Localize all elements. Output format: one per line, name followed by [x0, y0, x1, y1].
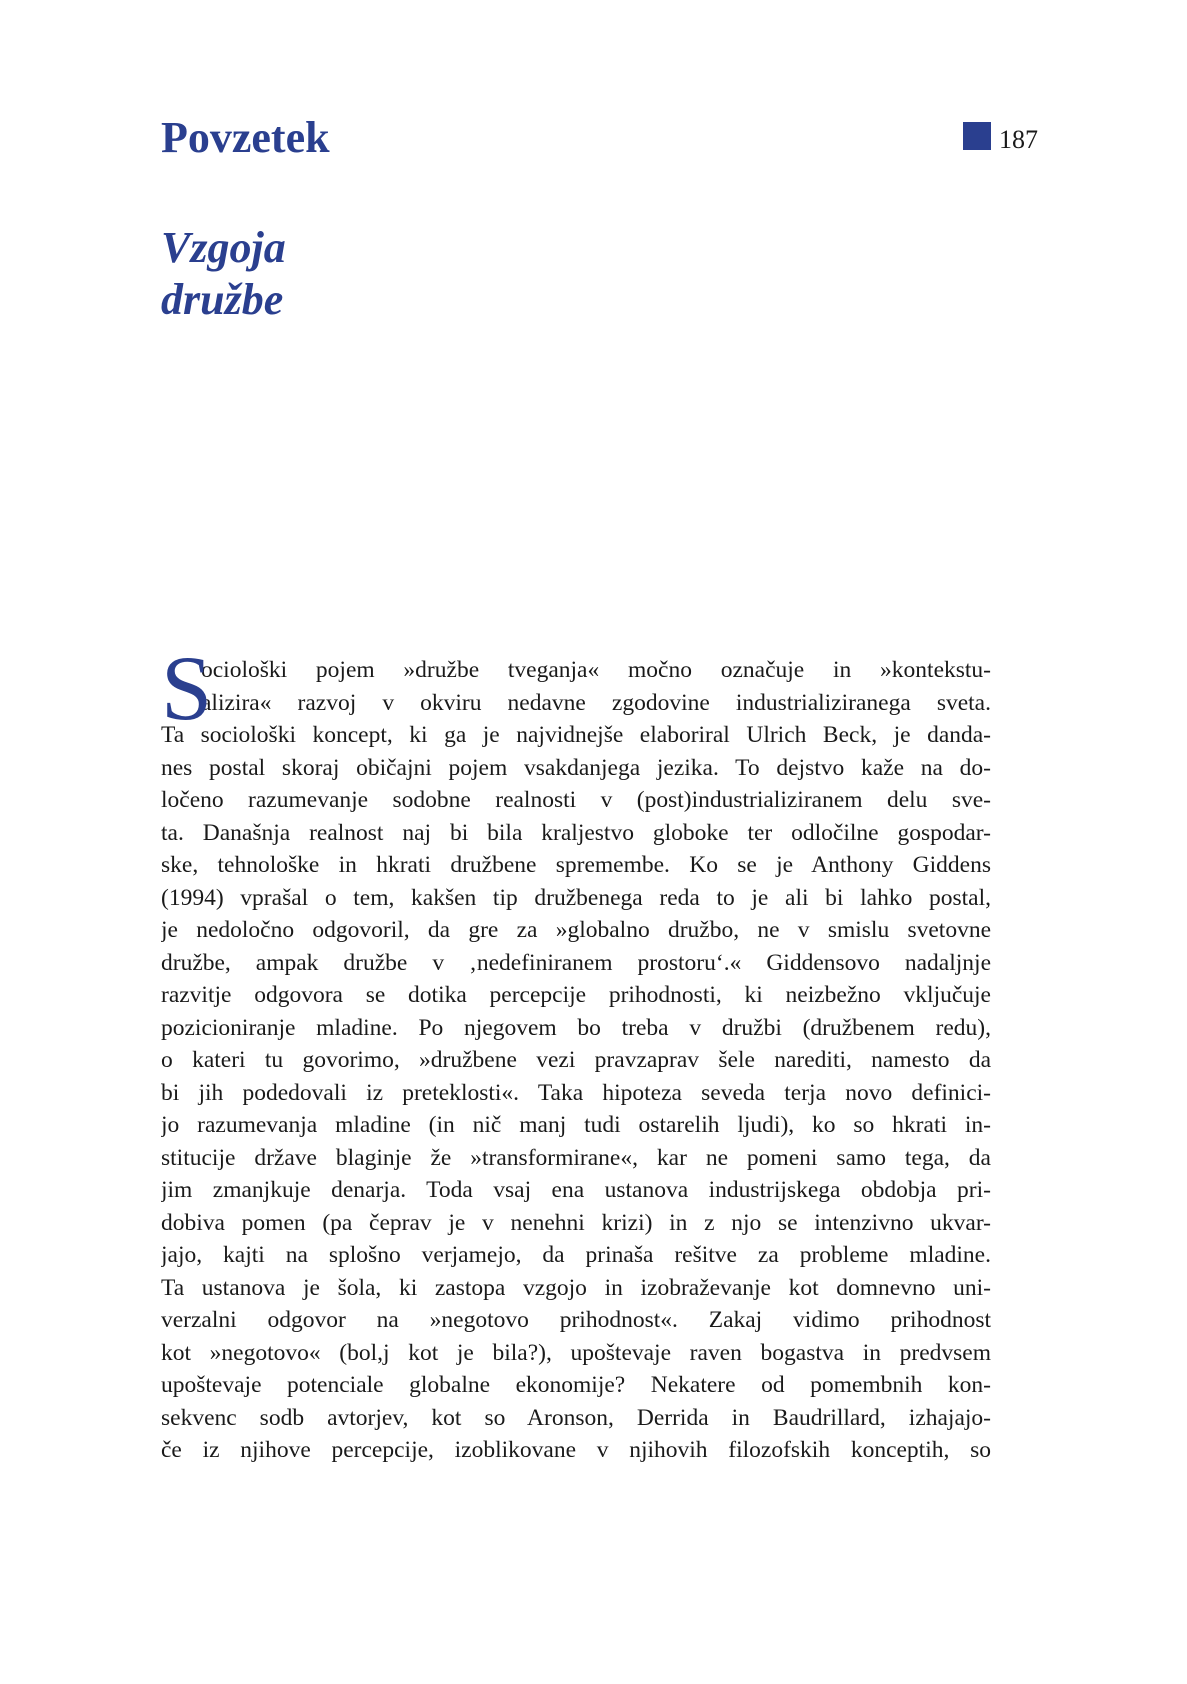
text-line: verzalni odgovor na »negotovo prihodnost«. Zakaj vidimo prihodnost	[161, 1307, 991, 1333]
text-line: bi jih podedovali iz preteklosti«. Taka hipoteza seveda terja novo definici-	[161, 1079, 991, 1106]
text-line: sekvenc sodb avtorjev, kot so Aronson, Derrida in Baudrillard, izhajajo-	[161, 1404, 991, 1431]
drop-cap: S	[161, 637, 213, 739]
text-line: je nedoločno odgovoril, da gre za »globalno družbo, ne v smislu svetovne	[161, 917, 991, 943]
text-line: o kateri tu govorimo, »družbene vezi pravzaprav šele narediti, namesto da	[161, 1047, 991, 1073]
text-line: jajo, kajti na splošno verjamejo, da prinaša rešitve za probleme mladine.	[161, 1242, 991, 1268]
text-line: Ta sociološki koncept, ki ga je najvidnejše elaboriral Ulrich Beck, je danda-	[161, 722, 991, 748]
chapter-subtitle	[161, 222, 481, 326]
text-line: razvitje odgovora se dotika percepcije prihodnosti, ki neizbežno vključuje	[161, 982, 991, 1008]
page-marker-square	[963, 122, 991, 150]
subtitle-line-1: Vzgoja	[161, 223, 286, 272]
section-heading: Povzetek	[161, 113, 330, 162]
text-line: družbe, ampak družbe v ‚nedefiniranem prostoru‘.« Giddensovo nadaljnje	[161, 949, 991, 976]
body-paragraph	[161, 637, 991, 1467]
text-line: nes postal skoraj običajni pojem vsakdanjega jezika. To dejstvo kaže na do-	[161, 754, 991, 781]
text-line: kot »negotovo« (bol,j kot je bila?), upoštevaje raven bogastva in predvsem	[161, 1339, 991, 1366]
subtitle-line-2: družbe	[161, 275, 284, 324]
text-line: ločeno razumevanje sodobne realnosti v (post)industrializiranem delu sve-	[161, 787, 991, 813]
text-line: pozicioniranje mladine. Po njegovem bo treba v družbi (družbenem redu),	[161, 1014, 991, 1041]
text-line: ske, tehnološke in hkrati družbene spremembe. Ko se je Anthony Giddens	[161, 852, 991, 878]
text-line: stitucije države blaginje že »transformirane«, kar ne pomeni samo tega, da	[161, 1144, 991, 1171]
page-number: 187	[999, 125, 1038, 154]
text-line: če iz njihove percepcije, izoblikovane v njihovih filozofskih konceptih, so	[161, 1437, 991, 1463]
text-line: Ta ustanova je šola, ki zastopa vzgojo in izobraževanje kot domnevno uni-	[161, 1274, 991, 1301]
text-line: alizira« razvoj v okviru nedavne zgodovine industrializiranega sveta.	[201, 689, 991, 716]
text-line: upoštevaje potenciale globalne ekonomije? Nekatere od pomembnih kon-	[161, 1372, 991, 1398]
text-line: ociološki pojem »družbe tveganja« močno označuje in »kontekstu-	[201, 657, 991, 683]
text-line: jim zmanjkuje denarja. Toda vsaj ena ustanova industrijskega obdobja pri-	[161, 1177, 991, 1203]
text-line: (1994) vprašal o tem, kakšen tip družbenega reda to je ali bi lahko postal,	[161, 884, 991, 911]
text-line: jo razumevanja mladine (in nič manj tudi ostarelih ljudi), ko so hkrati in-	[161, 1112, 991, 1138]
text-line: dobiva pomen (pa čeprav je v nenehni krizi) in z njo se intenzivno ukvar-	[161, 1209, 991, 1236]
text-line: ta. Današnja realnost naj bi bila kraljestvo globoke ter odločilne gospodar-	[161, 819, 991, 846]
